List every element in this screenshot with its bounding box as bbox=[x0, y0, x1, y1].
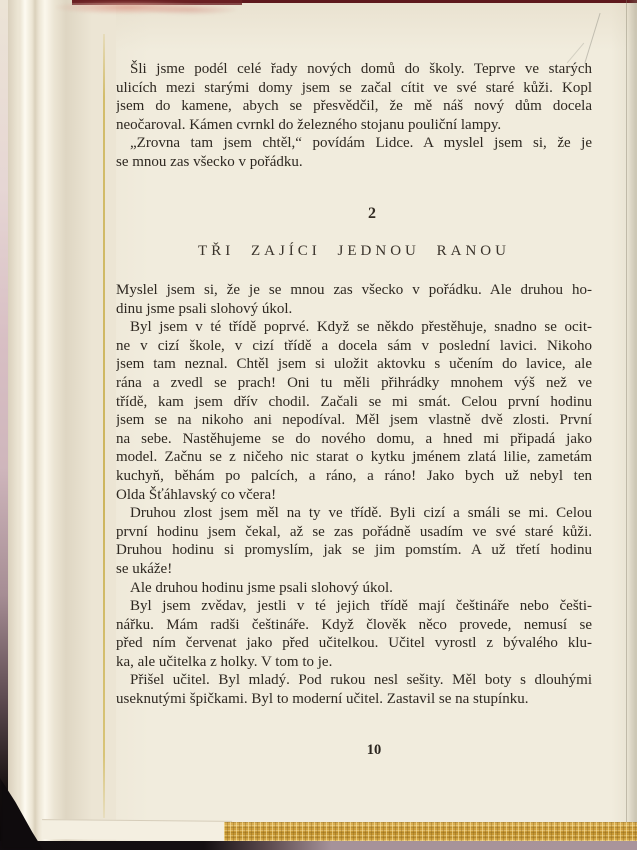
bottom-page-sliver bbox=[42, 819, 232, 841]
text-line: ne v cizí škole, v cizí třídě a docela sám v poslední lavici. Nikoho bbox=[116, 337, 592, 354]
gold-cloth-cover-strip bbox=[224, 822, 637, 841]
text-line: rána a zvedl se prach! Oni tu měli přihrádky mnohem výš než ve bbox=[116, 374, 592, 391]
gutter-yellow-line bbox=[103, 34, 105, 818]
text-line: Myslel jsem si, že je se mnou zas všecko v pořádku. Ale druhou ho- bbox=[116, 282, 592, 298]
intro-paragraphs bbox=[116, 60, 592, 172]
text-line: Druhou hodinu si promyslím, jak se jim pomstím. A už třetí hodinu bbox=[116, 542, 592, 559]
body-paragraphs bbox=[116, 281, 592, 709]
text-line: první hodinu jsem čekal, až se zas pořádně usadím ve své staré kůži. bbox=[116, 523, 592, 540]
backdrop-strip bbox=[0, 841, 637, 850]
paragraph bbox=[116, 318, 592, 504]
text-line: jsem tam neznal. Chtěl jsem si uložit aktovku s učením do lavice, ale bbox=[116, 356, 592, 373]
paragraph bbox=[116, 60, 592, 134]
page-number: 10 bbox=[366, 742, 382, 758]
paragraph bbox=[116, 134, 592, 171]
text-line: Šli jsme podél celé řady nových domů do školy. Teprve ve starých bbox=[130, 61, 592, 77]
text-line: model. Začnu se z ničeho nic starat o kytku jménem zlatá lilie, zametám bbox=[116, 449, 592, 466]
paragraph bbox=[116, 579, 592, 598]
paragraph bbox=[116, 504, 592, 578]
right-page-edge-shade bbox=[626, 0, 637, 822]
text-line: nářku. Mám radši češtináře. Když člověk něco provede, nemusí se bbox=[116, 616, 592, 633]
text-line: jsem se na nikoho ani nepodíval. Měl jsem vlastně dvě zlosti. První bbox=[116, 412, 592, 429]
text-line: Olda Šťáhlavský co včera! bbox=[116, 486, 277, 503]
text-line: před ním červenat jako před učitelkou. Učitel vyrostl z bývalého klu- bbox=[116, 635, 592, 652]
text-line: Byl jsem zvědav, jestli v té jejich třídě mají češtináře nebo češti- bbox=[130, 598, 592, 615]
text-line: se mnou zas všecko v pořádku. bbox=[116, 153, 303, 170]
text-line: Druhou zlost jsem měl na ty ve třídě. Byli cizí a smáli se mi. Celou bbox=[130, 505, 592, 522]
text-line: na sebe. Nastěhujeme se do nového domu, a hned mi připadá jako bbox=[116, 430, 592, 447]
paragraph bbox=[116, 671, 592, 708]
chapter-number: 2 bbox=[368, 205, 376, 222]
top-edge-red-smudge bbox=[56, 1, 236, 17]
paragraph bbox=[116, 597, 592, 671]
text-line: Přišel učitel. Byl mladý. Pod rukou nesl sešity. Měl boty s dlouhými bbox=[130, 672, 592, 689]
text-line: ka, ale učitelka z holky. V tom to je. bbox=[116, 653, 333, 670]
text-line: třídě, kam jsem dřív chodil. Začali se mi smát. Celou první hodinu bbox=[116, 393, 592, 410]
text-line: Byl jsem v té třídě poprvé. Když se někdo přestěhuje, snadno se ocit- bbox=[130, 319, 592, 336]
text-line: ulicích mezi starými domy jsem se začal cítit ve své staré kůži. Kopl bbox=[116, 79, 592, 96]
text-line: se ukáže! bbox=[116, 560, 173, 577]
text-line: neočaroval. Kámen cvrnkl do železného stojanu pouliční lampy. bbox=[116, 116, 502, 133]
text-line: „Zrovna tam jsem chtěl,“ povídám Lidce. A myslel jsem si, že je bbox=[130, 135, 592, 152]
text-line: useknutými špičkami. Byl to moderní učitel. Zastavil se na stupínku. bbox=[116, 691, 529, 708]
text-line: dinu jsme psali slohový úkol. bbox=[116, 300, 293, 317]
text-line: kuchyň, běhám po palcích, a ráno, a ráno! Jako bych už nebyl ten bbox=[116, 467, 592, 484]
text-line: jsem do kamene, abych se přesvědčil, že mě náš nový dům docela bbox=[116, 98, 592, 115]
book-gutter-folds bbox=[8, 0, 116, 850]
text-line: Ale druhou hodinu jsme psali slohový úkol. bbox=[130, 579, 393, 596]
paragraph bbox=[116, 281, 592, 318]
left-page-edges bbox=[0, 0, 8, 850]
chapter-title: TŘI ZAJÍCI JEDNOU RANOU bbox=[198, 243, 510, 259]
